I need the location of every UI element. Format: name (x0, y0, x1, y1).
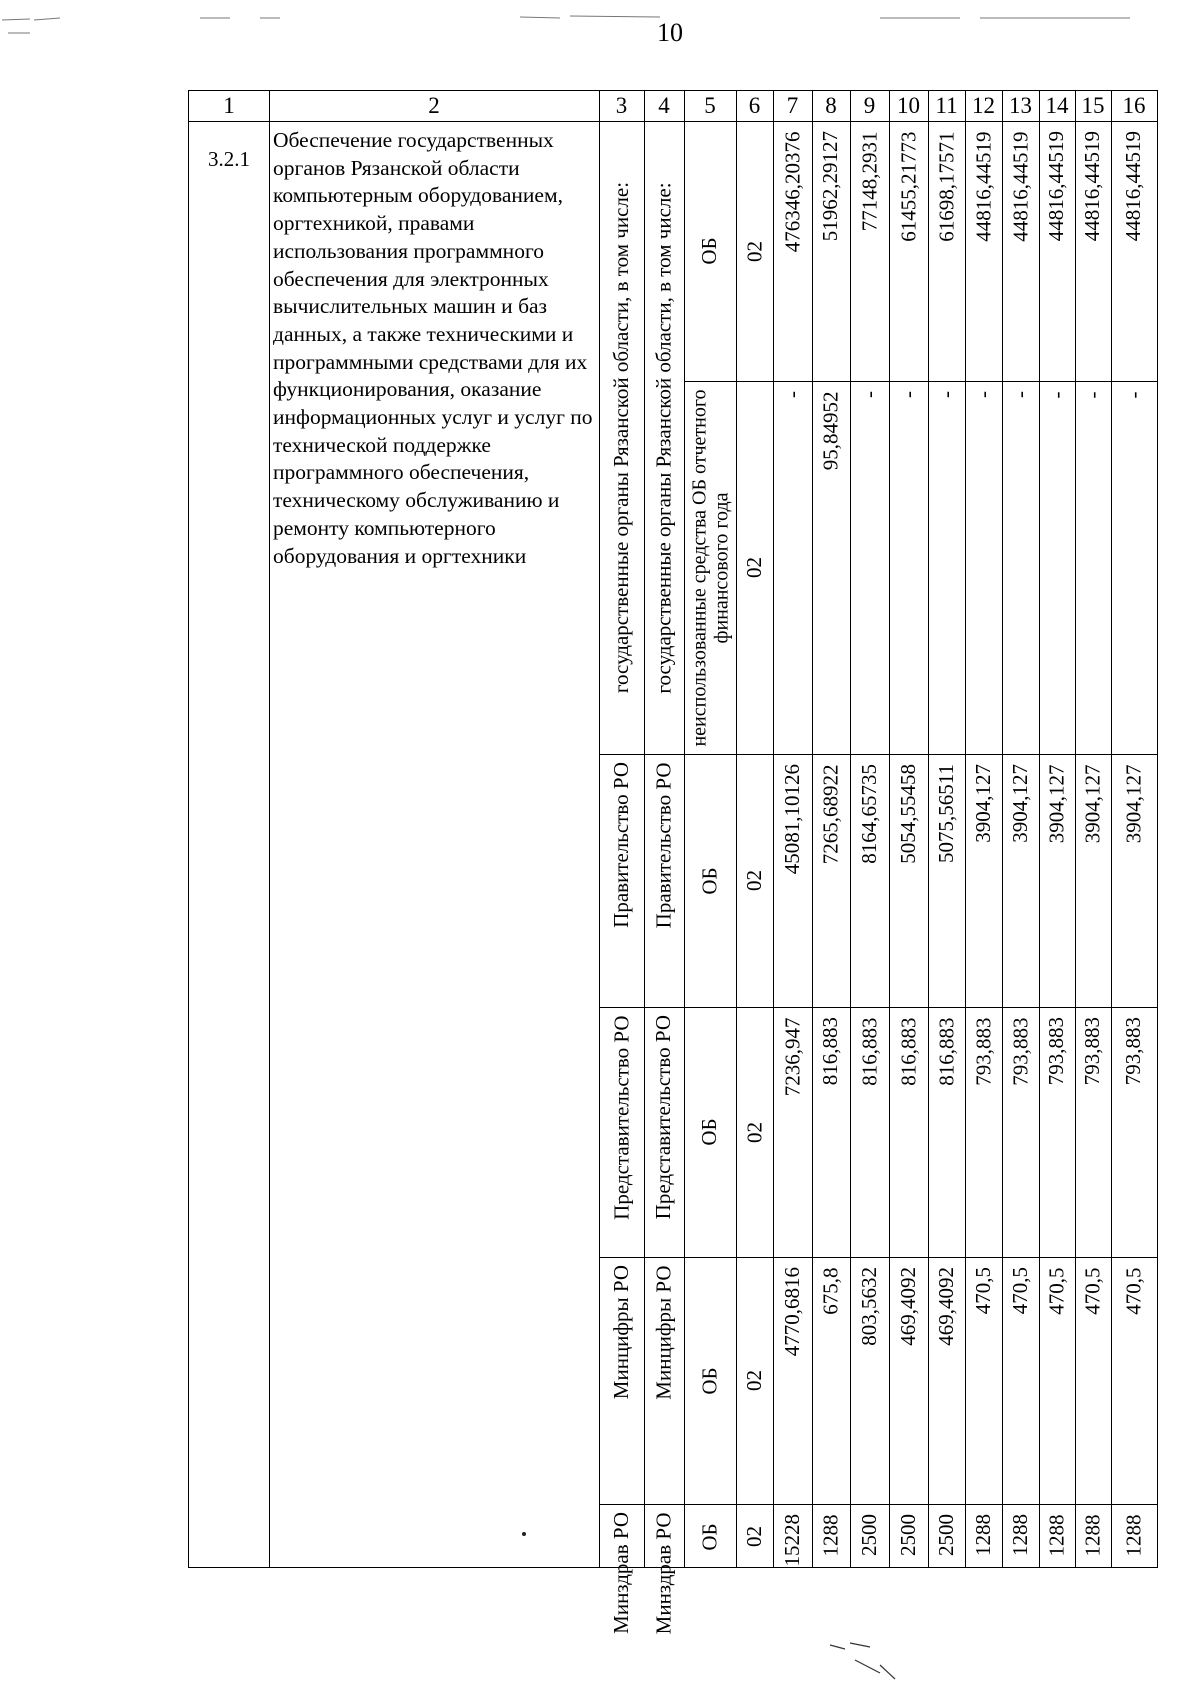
funding-source: ОБ (697, 1118, 722, 1146)
source-code: 02 (741, 870, 766, 891)
year-value: 793,883 (970, 1017, 995, 1086)
year-value-cell (812, 381, 850, 754)
year-value-cell (965, 121, 1002, 381)
source-code: 02 (741, 1121, 766, 1143)
year-value-cell (1002, 1257, 1039, 1504)
year-value: 675,8 (818, 1267, 843, 1315)
column-number: 3 (615, 93, 628, 118)
year-value-cell (812, 754, 850, 1007)
column-number: 14 (1045, 93, 1069, 118)
group-col4-cell (644, 121, 684, 754)
year-value-cell (889, 1504, 928, 1569)
year-value-cell (812, 121, 850, 381)
year-value: 44816,44519 (970, 131, 995, 242)
year-value: 77148,2931 (856, 131, 881, 231)
source-code-cell (736, 121, 773, 381)
year-value: - (1080, 391, 1105, 398)
year-value-cell (1075, 1257, 1111, 1504)
year-value: 2500 (933, 1514, 958, 1556)
group-col4: Представительство РО (651, 1015, 676, 1220)
year-value-cell (1039, 381, 1075, 754)
year-value: 793,883 (1044, 1017, 1069, 1086)
group-col3-cell (599, 1007, 644, 1257)
year-value-cell (850, 381, 889, 754)
year-value: 816,883 (856, 1017, 881, 1086)
year-value: 8164,65735 (856, 764, 881, 864)
year-value: - (970, 391, 995, 398)
year-value: 7236,947 (779, 1017, 804, 1096)
year-value-cell (773, 121, 812, 381)
year-value-cell (1002, 754, 1039, 1007)
column-number: 2 (428, 93, 440, 118)
funding-source-cell (684, 1007, 736, 1257)
year-value-cell (773, 1007, 812, 1257)
year-value: 793,883 (1007, 1017, 1032, 1086)
year-value-cell (1039, 121, 1075, 381)
scan-artifacts (0, 0, 1200, 40)
year-value: 470,5 (1007, 1267, 1032, 1315)
group-col4-cell (644, 754, 684, 1007)
year-value-cell (1002, 1504, 1039, 1569)
group-col3: Правительство РО (608, 762, 633, 928)
source-code-cell (736, 1007, 773, 1257)
year-value: 95,84952 (818, 391, 843, 470)
column-number: 11 (935, 93, 958, 118)
year-value: 4770,6816 (779, 1267, 804, 1357)
page-number: 10 (657, 18, 683, 47)
year-value-cell (1075, 121, 1111, 381)
funding-source-cell (684, 381, 736, 754)
funding-source-cell (684, 1504, 736, 1569)
year-value-cell (812, 1504, 850, 1569)
column-number: 12 (972, 93, 995, 118)
source-code-cell (736, 1504, 773, 1569)
year-value: 803,5632 (856, 1267, 881, 1346)
year-value-cell (773, 1504, 812, 1569)
group-col4-cell (644, 1007, 684, 1257)
year-value: 793,883 (1121, 1017, 1146, 1086)
funding-source: ОБ (697, 866, 722, 895)
column-number: 4 (658, 93, 670, 118)
year-value: 1288 (1044, 1514, 1069, 1556)
column-number: 5 (704, 93, 716, 118)
year-value-cell (889, 381, 928, 754)
measure-code: 3.2.1 (208, 147, 250, 171)
source-code: 02 (741, 240, 766, 262)
year-value-cell (850, 1007, 889, 1257)
year-value: 44816,44519 (1080, 131, 1105, 242)
year-value-cell (850, 754, 889, 1007)
year-value: - (1007, 391, 1032, 398)
source-code-cell (736, 1257, 773, 1504)
year-value-cell (889, 1257, 928, 1504)
funding-source: ОБ (697, 1366, 722, 1395)
group-col4: Минцифры РО (651, 1265, 676, 1400)
group-col3: Минцифры РО (608, 1265, 633, 1400)
year-value-cell (928, 381, 965, 754)
year-value-cell (773, 1257, 812, 1504)
year-value: 1288 (1121, 1514, 1146, 1556)
column-number: 9 (863, 93, 876, 118)
year-value-cell (928, 1007, 965, 1257)
year-value: 45081,10126 (779, 764, 804, 875)
year-value-cell (965, 1007, 1002, 1257)
year-value-cell (773, 381, 812, 754)
year-value-cell (850, 121, 889, 381)
year-value-cell (1111, 1007, 1157, 1257)
column-number: 16 (1122, 93, 1146, 118)
source-code-cell (736, 754, 773, 1007)
year-value: - (1044, 391, 1069, 398)
year-value: - (1121, 391, 1146, 398)
source-code: 02 (741, 1370, 766, 1391)
year-value: 470,5 (1121, 1267, 1146, 1315)
year-value-cell (1075, 381, 1111, 754)
funding-source: ОБ (697, 237, 722, 265)
year-value-cell (965, 1257, 1002, 1504)
year-value-cell (850, 1504, 889, 1569)
year-value: 5075,56511 (933, 764, 958, 863)
year-value: 51962,29127 (818, 131, 843, 242)
group-col4: Правительство РО (651, 762, 676, 928)
group-col4: государственные органы Рязанской области, в том числе: (651, 181, 676, 694)
year-value-cell (1002, 1007, 1039, 1257)
year-value-cell (889, 121, 928, 381)
source-code-cell (736, 381, 773, 754)
year-value: 2500 (895, 1514, 920, 1556)
year-value-cell (1075, 1504, 1111, 1569)
year-value-cell (1075, 1007, 1111, 1257)
year-value-cell (1111, 1257, 1157, 1504)
year-value-cell (928, 121, 965, 381)
group-col3-cell (599, 121, 644, 754)
year-value: 469,4092 (933, 1267, 958, 1346)
year-value: 3904,127 (1044, 764, 1069, 843)
column-number: 13 (1009, 93, 1032, 118)
year-value: - (895, 391, 920, 398)
year-value-cell (850, 1257, 889, 1504)
group-col3-cell (599, 754, 644, 1007)
year-value-cell (1039, 754, 1075, 1007)
year-value: 470,5 (1080, 1267, 1105, 1315)
year-value: 1288 (1007, 1514, 1032, 1556)
year-value-cell (1111, 121, 1157, 381)
year-value: 44816,44519 (1121, 131, 1146, 242)
year-value: 61455,21773 (895, 131, 920, 242)
group-col3-cell (599, 1257, 644, 1504)
source-code: 02 (741, 1526, 766, 1547)
column-number: 6 (748, 93, 761, 118)
year-value: 3904,127 (1121, 764, 1146, 843)
year-value-cell (965, 754, 1002, 1007)
funding-source: ОБ (697, 1522, 722, 1551)
year-value-cell (928, 1504, 965, 1569)
funding-source-cell (684, 754, 736, 1007)
year-value: 7265,68922 (818, 764, 843, 864)
group-col3: государственные органы Рязанской области, в том числе: (608, 181, 633, 694)
year-value: - (856, 391, 881, 398)
year-value-cell (773, 754, 812, 1007)
year-value: 793,883 (1080, 1017, 1105, 1086)
year-value: 1288 (1080, 1514, 1105, 1556)
source-code: 02 (741, 557, 766, 578)
year-value-cell (928, 1257, 965, 1504)
column-number: 1 (223, 93, 235, 118)
group-col3: Представительство РО (608, 1015, 633, 1220)
funding-source: неиспользованные средства ОБ отчетного финансового года (688, 388, 732, 747)
column-number: 15 (1081, 93, 1105, 118)
year-value: 470,5 (970, 1267, 995, 1315)
scan-dot (520, 1530, 530, 1540)
year-value: 469,4092 (895, 1267, 920, 1346)
year-value-cell (1075, 754, 1111, 1007)
year-value: 3904,127 (1007, 764, 1032, 843)
funding-source-cell (684, 121, 736, 381)
year-value-cell (1111, 754, 1157, 1007)
year-value: 470,5 (1044, 1267, 1069, 1315)
year-value: 816,883 (818, 1017, 843, 1086)
year-value-cell (812, 1257, 850, 1504)
year-value-cell (889, 1007, 928, 1257)
year-value: 3904,127 (970, 764, 995, 843)
year-value: 816,883 (933, 1017, 958, 1086)
column-divider (269, 91, 270, 1567)
budget-table (188, 90, 1158, 1634)
year-value-cell (928, 754, 965, 1007)
year-value-cell (889, 754, 928, 1007)
measure-description: Обеспечение государственных органов Рязанской области компьютерным оборудованием, оргтехникой, правами использования программного обеспечения для электронных вычислительных машин и баз данных, а также техническими и программными средствами для их функционирования, оказание информационных услуг и услуг по технической поддержке программного обеспечения, техническому обслуживанию и ремонту компьютерного оборудования и оргтехники (273, 128, 593, 568)
group-col4: Минздрав РО (651, 1512, 676, 1634)
year-value-cell (1039, 1007, 1075, 1257)
year-value-cell (1039, 1504, 1075, 1569)
group-col4-cell (644, 1257, 684, 1504)
year-value: 816,883 (895, 1017, 920, 1086)
year-value: 44816,44519 (1044, 131, 1069, 242)
year-value: 15228 (779, 1514, 804, 1567)
year-value-cell (1002, 121, 1039, 381)
year-value-cell (812, 1007, 850, 1257)
year-value: 3904,127 (1080, 764, 1105, 843)
year-value: - (779, 391, 804, 398)
column-number: 8 (825, 93, 837, 118)
column-number: 7 (786, 93, 799, 118)
year-value: 1288 (818, 1514, 843, 1556)
year-value-cell (1111, 381, 1157, 754)
year-value-cell (1002, 381, 1039, 754)
group-col4-cell (644, 1504, 684, 1634)
year-value: 476346,20376 (779, 131, 804, 252)
year-value-cell (965, 1504, 1002, 1569)
year-value-cell (965, 381, 1002, 754)
year-value-cell (1039, 1257, 1075, 1504)
year-value: 61698,17571 (933, 131, 958, 242)
year-value: - (933, 391, 958, 398)
year-value: 1288 (970, 1514, 995, 1556)
group-col3: Минздрав РО (608, 1512, 633, 1634)
year-value: 2500 (856, 1514, 881, 1556)
year-value: 5054,55458 (895, 764, 920, 864)
group-col3-cell (599, 1504, 644, 1634)
year-value-cell (1111, 1504, 1157, 1569)
funding-source-cell (684, 1257, 736, 1504)
year-value: 44816,44519 (1007, 131, 1032, 242)
column-number: 10 (897, 93, 920, 118)
scan-mark (820, 1635, 900, 1685)
